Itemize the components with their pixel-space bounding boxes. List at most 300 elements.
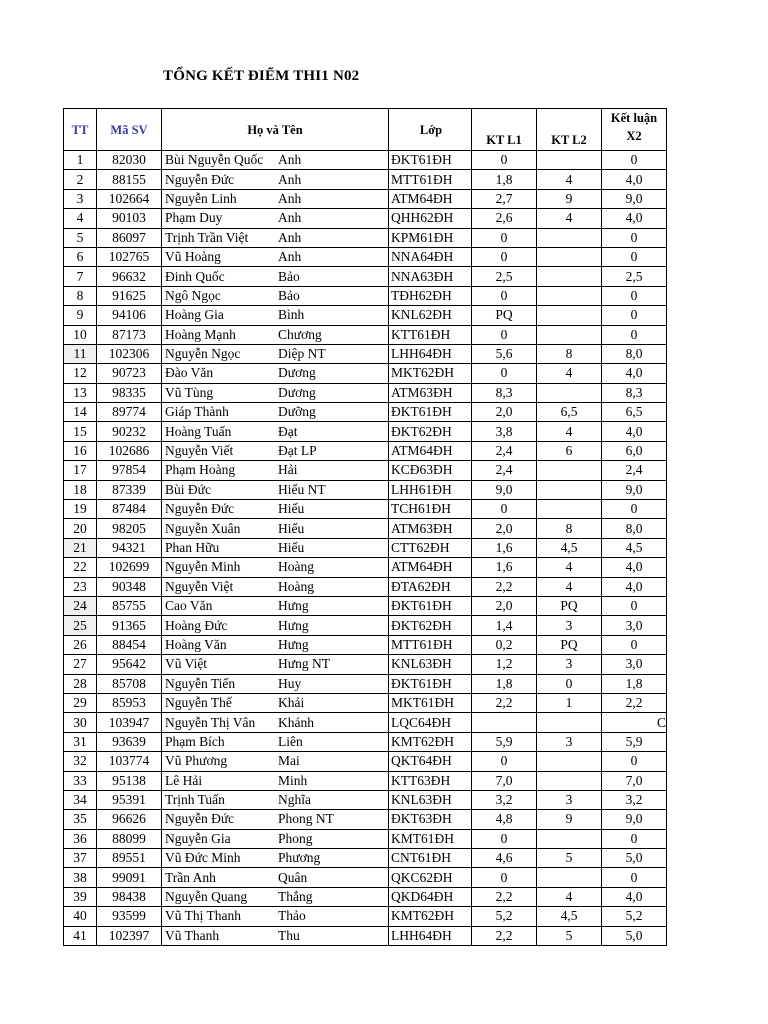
cell-ten: Anh	[275, 247, 389, 266]
cell-kt-l2	[537, 868, 602, 887]
table-row	[64, 887, 667, 906]
cell-ho: Phạm Hoàng	[162, 461, 276, 480]
cell-tt: 23	[64, 577, 97, 596]
cell-kt-l2	[537, 151, 602, 170]
cell-lop: KPM61ĐH	[389, 228, 472, 247]
cell-tt: 29	[64, 693, 97, 712]
cell-ho: Ngô Ngọc	[162, 286, 276, 305]
cell-ten: Mai	[275, 752, 389, 771]
cell-tt: 7	[64, 267, 97, 286]
cell-kt-l1: 2,2	[472, 577, 537, 596]
cell-ho: Hoàng Đức	[162, 616, 276, 635]
cell-ma-sv: 98205	[97, 519, 162, 538]
table-row	[64, 189, 667, 208]
cell-ma-sv: 97854	[97, 461, 162, 480]
cell-ten: Hưng	[275, 596, 389, 615]
table-row	[64, 577, 667, 596]
cell-ket-luan: 2,5	[602, 267, 667, 286]
cell-ten: Hiếu	[275, 500, 389, 519]
cell-ma-sv: 95138	[97, 771, 162, 790]
cell-ten: Thu	[275, 926, 389, 945]
cell-tt: 17	[64, 461, 97, 480]
cell-ten: Minh	[275, 771, 389, 790]
cell-kt-l2	[537, 771, 602, 790]
cell-kt-l2: 8	[537, 344, 602, 363]
cell-lop: KTT63ĐH	[389, 771, 472, 790]
cell-kt-l1: 1,2	[472, 655, 537, 674]
cell-lop: LHH61ĐH	[389, 480, 472, 499]
cell-kt-l2	[537, 247, 602, 266]
cell-ma-sv: 91365	[97, 616, 162, 635]
cell-ho: Vũ Tùng	[162, 383, 276, 402]
cell-kt-l2	[537, 306, 602, 325]
cell-tt: 4	[64, 209, 97, 228]
table-row	[64, 849, 667, 868]
cell-tt: 1	[64, 151, 97, 170]
cell-lop: KNL63ĐH	[389, 655, 472, 674]
cell-lop: ĐKT62ĐH	[389, 422, 472, 441]
table-body	[64, 151, 667, 946]
table-row	[64, 771, 667, 790]
cell-lop: ĐKT61ĐH	[389, 403, 472, 422]
cell-kt-l1: 3,8	[472, 422, 537, 441]
cell-ket-luan: 9,0	[602, 480, 667, 499]
cell-kt-l1: 1,8	[472, 170, 537, 189]
cell-ma-sv: 96632	[97, 267, 162, 286]
cell-kt-l1: 5,6	[472, 344, 537, 363]
cell-ho: Nguyễn Đức	[162, 810, 276, 829]
cell-ho: Nguyễn Viết	[162, 441, 276, 460]
cell-tt: 28	[64, 674, 97, 693]
cell-kt-l1: 0	[472, 228, 537, 247]
cell-lop: KNL63ĐH	[389, 790, 472, 809]
cell-ho: Nguyễn Linh	[162, 189, 276, 208]
table-row	[64, 325, 667, 344]
cell-tt: 20	[64, 519, 97, 538]
cell-ma-sv: 95391	[97, 790, 162, 809]
cell-kt-l2	[537, 752, 602, 771]
cell-ket-luan: 3,0	[602, 655, 667, 674]
cell-ma-sv: 103947	[97, 713, 162, 732]
cell-ma-sv: 91625	[97, 286, 162, 305]
cell-ten: Anh	[275, 209, 389, 228]
cell-ho: Vũ Việt	[162, 655, 276, 674]
cell-tt: 36	[64, 829, 97, 848]
cell-lop: ĐTA62ĐH	[389, 577, 472, 596]
cell-tt: 6	[64, 247, 97, 266]
cell-ten: Hưng	[275, 635, 389, 654]
cell-lop: ATM64ĐH	[389, 441, 472, 460]
cell-kt-l1: 2,6	[472, 209, 537, 228]
cell-kt-l2	[537, 829, 602, 848]
cell-kt-l2	[537, 713, 602, 732]
cell-kt-l1: 0	[472, 868, 537, 887]
cell-ma-sv: 90348	[97, 577, 162, 596]
cell-ten: Anh	[275, 151, 389, 170]
cell-ma-sv: 90103	[97, 209, 162, 228]
cell-kt-l1: 2,7	[472, 189, 537, 208]
cell-tt: 33	[64, 771, 97, 790]
cell-ma-sv: 88155	[97, 170, 162, 189]
cell-tt: 26	[64, 635, 97, 654]
cell-lop: QKD64ĐH	[389, 887, 472, 906]
cell-ket-luan: 5,0	[602, 849, 667, 868]
cell-ket-luan: 9,0	[602, 189, 667, 208]
cell-ma-sv: 96626	[97, 810, 162, 829]
table-row	[64, 480, 667, 499]
cell-ket-luan: 8,3	[602, 383, 667, 402]
cell-ket-luan: 4,5	[602, 538, 667, 557]
table-row	[64, 403, 667, 422]
cell-ma-sv: 102699	[97, 558, 162, 577]
cell-ten: Hiếu	[275, 538, 389, 557]
cell-ket-luan: 0	[602, 228, 667, 247]
cell-ho: Nguyễn Đức	[162, 170, 276, 189]
header-ket-luan	[602, 109, 667, 151]
cell-tt: 39	[64, 887, 97, 906]
cell-kt-l2	[537, 383, 602, 402]
table-row	[64, 732, 667, 751]
cell-ten: Phong	[275, 829, 389, 848]
cell-tt: 27	[64, 655, 97, 674]
cell-lop: CTT62ĐH	[389, 538, 472, 557]
cell-kt-l2: 3	[537, 616, 602, 635]
cell-ket-luan: 0	[602, 752, 667, 771]
cell-tt: 18	[64, 480, 97, 499]
table-row	[64, 926, 667, 945]
cell-kt-l1: 2,4	[472, 461, 537, 480]
cell-ho: Lê Hải	[162, 771, 276, 790]
cell-ten: Khải	[275, 693, 389, 712]
cell-ma-sv: 94106	[97, 306, 162, 325]
cell-ma-sv: 103774	[97, 752, 162, 771]
cell-ma-sv: 86097	[97, 228, 162, 247]
cell-ket-luan: 5,9	[602, 732, 667, 751]
cell-tt: 2	[64, 170, 97, 189]
cell-ho: Nguyễn Thị Vân	[162, 713, 276, 732]
cell-ma-sv: 102306	[97, 344, 162, 363]
cell-ma-sv: 87339	[97, 480, 162, 499]
cell-lop: LHH64ĐH	[389, 926, 472, 945]
cell-ho: Nguyễn Tiến	[162, 674, 276, 693]
cell-kt-l2: 3	[537, 790, 602, 809]
cell-ma-sv: 102664	[97, 189, 162, 208]
cell-lop: NNA63ĐH	[389, 267, 472, 286]
cell-ket-luan: 4,0	[602, 887, 667, 906]
cell-lop: KMT62ĐH	[389, 907, 472, 926]
cell-ten: Hiếu	[275, 519, 389, 538]
cell-lop: ĐKT61ĐH	[389, 151, 472, 170]
cell-kt-l2: 1	[537, 693, 602, 712]
cell-lop: NNA64ĐH	[389, 247, 472, 266]
cell-lop: TCH61ĐH	[389, 500, 472, 519]
cell-ho: Trịnh Trần Việt	[162, 228, 276, 247]
cell-ho: Trịnh Tuấn	[162, 790, 276, 809]
cell-ket-luan: C	[602, 713, 667, 732]
cell-ten: Hoàng	[275, 558, 389, 577]
cell-kt-l1: 2,2	[472, 693, 537, 712]
cell-ten: Anh	[275, 228, 389, 247]
cell-ma-sv: 102397	[97, 926, 162, 945]
cell-kt-l2: 6	[537, 441, 602, 460]
cell-kt-l2: 4	[537, 364, 602, 383]
table-row	[64, 306, 667, 325]
cell-kt-l1: 2,5	[472, 267, 537, 286]
cell-ma-sv: 89551	[97, 849, 162, 868]
cell-ten: Bình	[275, 306, 389, 325]
cell-kt-l2: 4	[537, 170, 602, 189]
table-row	[64, 868, 667, 887]
cell-lop: ĐKT62ĐH	[389, 616, 472, 635]
cell-ket-luan: 4,0	[602, 209, 667, 228]
cell-ket-luan: 1,8	[602, 674, 667, 693]
cell-lop: MTT61ĐH	[389, 635, 472, 654]
cell-lop: ĐKT63ĐH	[389, 810, 472, 829]
cell-ten: Huy	[275, 674, 389, 693]
cell-ho: Trần Anh	[162, 868, 276, 887]
cell-kt-l1: 2,0	[472, 596, 537, 615]
cell-kt-l1: 0	[472, 829, 537, 848]
cell-lop: KCĐ63ĐH	[389, 461, 472, 480]
cell-ket-luan: 6,5	[602, 403, 667, 422]
cell-ket-luan: 3,0	[602, 616, 667, 635]
cell-lop: ĐKT61ĐH	[389, 674, 472, 693]
cell-ho: Đinh Quốc	[162, 267, 276, 286]
cell-ket-luan: 4,0	[602, 364, 667, 383]
table-row	[64, 752, 667, 771]
cell-ten: Phong NT	[275, 810, 389, 829]
cell-tt: 11	[64, 344, 97, 363]
cell-ma-sv: 85755	[97, 596, 162, 615]
table-row	[64, 519, 667, 538]
cell-tt: 34	[64, 790, 97, 809]
cell-tt: 13	[64, 383, 97, 402]
cell-kt-l1: 1,8	[472, 674, 537, 693]
cell-ho: Giáp Thành	[162, 403, 276, 422]
table-row	[64, 829, 667, 848]
cell-kt-l2: 3	[537, 655, 602, 674]
cell-kt-l2: 5	[537, 849, 602, 868]
cell-ho: Vũ Hoàng	[162, 247, 276, 266]
cell-kt-l2: 8	[537, 519, 602, 538]
cell-ho: Nguyễn Việt	[162, 577, 276, 596]
cell-ket-luan: 0	[602, 500, 667, 519]
cell-kt-l1: 0	[472, 151, 537, 170]
cell-tt: 8	[64, 286, 97, 305]
cell-ma-sv: 94321	[97, 538, 162, 557]
cell-kt-l1: 5,9	[472, 732, 537, 751]
cell-kt-l1: 0	[472, 364, 537, 383]
cell-ho: Vũ Thị Thanh	[162, 907, 276, 926]
cell-lop: QHH62ĐH	[389, 209, 472, 228]
cell-ten: Hưng	[275, 616, 389, 635]
cell-tt: 10	[64, 325, 97, 344]
cell-kt-l2	[537, 500, 602, 519]
cell-ho: Bùi Nguyễn Quốc	[162, 151, 276, 170]
table-row	[64, 383, 667, 402]
cell-ten: Bảo	[275, 286, 389, 305]
cell-kt-l2	[537, 480, 602, 499]
cell-kt-l1: 2,2	[472, 887, 537, 906]
table-row	[64, 422, 667, 441]
cell-tt: 9	[64, 306, 97, 325]
cell-tt: 32	[64, 752, 97, 771]
cell-kt-l2: 6,5	[537, 403, 602, 422]
cell-ket-luan: 3,2	[602, 790, 667, 809]
cell-ho: Vũ Thanh	[162, 926, 276, 945]
cell-ket-luan: 0	[602, 635, 667, 654]
cell-ket-luan: 8,0	[602, 344, 667, 363]
table-row	[64, 635, 667, 654]
table-row	[64, 267, 667, 286]
cell-ten: Bảo	[275, 267, 389, 286]
cell-lop: ATM64ĐH	[389, 558, 472, 577]
cell-kt-l2	[537, 228, 602, 247]
cell-kt-l1: 0	[472, 247, 537, 266]
cell-kt-l2: PQ	[537, 635, 602, 654]
cell-ket-luan: 0	[602, 151, 667, 170]
cell-kt-l2	[537, 267, 602, 286]
header-ket-luan-label: Kết luận	[610, 111, 658, 125]
cell-lop: KTT61ĐH	[389, 325, 472, 344]
cell-ket-luan: 0	[602, 596, 667, 615]
cell-ket-luan: 8,0	[602, 519, 667, 538]
cell-ma-sv: 90723	[97, 364, 162, 383]
cell-ten: Khánh	[275, 713, 389, 732]
cell-ho: Nguyễn Thế	[162, 693, 276, 712]
cell-kt-l1: 1,4	[472, 616, 537, 635]
table-row	[64, 693, 667, 712]
cell-ket-luan: 4,0	[602, 577, 667, 596]
cell-tt: 5	[64, 228, 97, 247]
table-row	[64, 170, 667, 189]
cell-ho: Nguyễn Ngọc	[162, 344, 276, 363]
table-row	[64, 907, 667, 926]
cell-ten: Đạt LP	[275, 441, 389, 460]
cell-lop: KMT62ĐH	[389, 732, 472, 751]
cell-kt-l1: 1,6	[472, 558, 537, 577]
table-row	[64, 247, 667, 266]
cell-ten: Dương	[275, 383, 389, 402]
cell-lop: MKT61ĐH	[389, 693, 472, 712]
cell-ho: Phạm Duy	[162, 209, 276, 228]
table-row	[64, 441, 667, 460]
cell-kt-l1: 5,2	[472, 907, 537, 926]
cell-ma-sv: 95642	[97, 655, 162, 674]
cell-ten: Hưng NT	[275, 655, 389, 674]
cell-ten: Hiếu NT	[275, 480, 389, 499]
cell-ten: Dưỡng	[275, 403, 389, 422]
table-header-row	[64, 109, 667, 151]
cell-kt-l1: 1,6	[472, 538, 537, 557]
cell-lop: KNL62ĐH	[389, 306, 472, 325]
cell-ten: Anh	[275, 189, 389, 208]
cell-ten: Nghĩa	[275, 790, 389, 809]
cell-ten: Phương	[275, 849, 389, 868]
cell-kt-l1: 2,4	[472, 441, 537, 460]
cell-ma-sv: 102765	[97, 247, 162, 266]
cell-ho: Phạm Bích	[162, 732, 276, 751]
cell-ket-luan: 2,2	[602, 693, 667, 712]
cell-tt: 25	[64, 616, 97, 635]
cell-ma-sv: 93599	[97, 907, 162, 926]
cell-tt: 3	[64, 189, 97, 208]
cell-kt-l2: 3	[537, 732, 602, 751]
cell-ten: Thảo	[275, 907, 389, 926]
cell-lop: TĐH62ĐH	[389, 286, 472, 305]
cell-ten: Thắng	[275, 887, 389, 906]
header-lop: Lớp	[389, 109, 472, 151]
table-row	[64, 344, 667, 363]
cell-tt: 37	[64, 849, 97, 868]
cell-ho: Đào Văn	[162, 364, 276, 383]
cell-ho: Hoàng Văn	[162, 635, 276, 654]
cell-tt: 41	[64, 926, 97, 945]
cell-ket-luan: 0	[602, 247, 667, 266]
cell-kt-l2: 4	[537, 422, 602, 441]
cell-lop: ATM64ĐH	[389, 189, 472, 208]
cell-tt: 22	[64, 558, 97, 577]
cell-kt-l1: 0	[472, 500, 537, 519]
table-row	[64, 655, 667, 674]
cell-kt-l1: 9,0	[472, 480, 537, 499]
cell-kt-l1: 0	[472, 752, 537, 771]
cell-ket-luan: 0	[602, 286, 667, 305]
cell-kt-l2: 4	[537, 577, 602, 596]
header-ho-ten: Họ và Tên	[162, 109, 389, 151]
cell-kt-l1: 7,0	[472, 771, 537, 790]
cell-tt: 31	[64, 732, 97, 751]
cell-ket-luan: 0	[602, 325, 667, 344]
cell-ma-sv: 88454	[97, 635, 162, 654]
cell-tt: 35	[64, 810, 97, 829]
cell-tt: 21	[64, 538, 97, 557]
cell-kt-l2	[537, 325, 602, 344]
table-row	[64, 713, 667, 732]
cell-kt-l2	[537, 461, 602, 480]
table-row	[64, 461, 667, 480]
cell-ket-luan: 5,0	[602, 926, 667, 945]
cell-lop: MKT62ĐH	[389, 364, 472, 383]
cell-ma-sv: 85708	[97, 674, 162, 693]
table-row	[64, 558, 667, 577]
table-row	[64, 596, 667, 615]
score-table	[63, 108, 667, 946]
cell-ho: Nguyễn Gia	[162, 829, 276, 848]
table-row	[64, 286, 667, 305]
cell-ho: Vũ Đức Minh	[162, 849, 276, 868]
cell-ma-sv: 89774	[97, 403, 162, 422]
cell-ket-luan: 2,4	[602, 461, 667, 480]
header-tt: TT	[64, 109, 97, 151]
cell-lop: QKC62ĐH	[389, 868, 472, 887]
cell-ma-sv: 87484	[97, 500, 162, 519]
cell-ket-luan: 6,0	[602, 441, 667, 460]
cell-kt-l1: 2,0	[472, 519, 537, 538]
cell-ma-sv: 98335	[97, 383, 162, 402]
cell-ten: Liên	[275, 732, 389, 751]
cell-ma-sv: 88099	[97, 829, 162, 848]
cell-ho: Vũ Phương	[162, 752, 276, 771]
cell-ten: Quân	[275, 868, 389, 887]
cell-ket-luan: 4,0	[602, 422, 667, 441]
cell-ket-luan: 0	[602, 868, 667, 887]
table-row	[64, 228, 667, 247]
cell-ten: Dương	[275, 364, 389, 383]
cell-lop: CNT61ĐH	[389, 849, 472, 868]
cell-ket-luan: 7,0	[602, 771, 667, 790]
cell-kt-l1: 0,2	[472, 635, 537, 654]
